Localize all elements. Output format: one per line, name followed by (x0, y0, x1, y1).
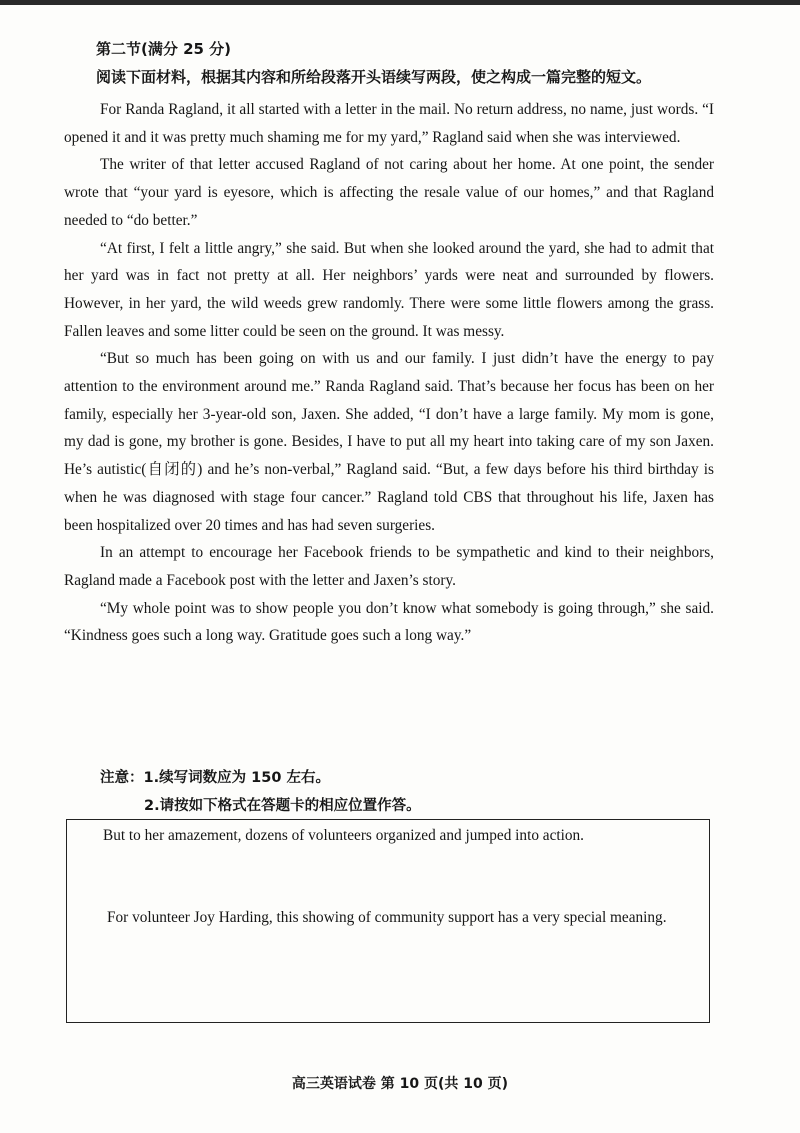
note-word-count: 注意：1.续写词数应为 150 左右。 (100, 770, 330, 786)
top-border-rule (0, 0, 800, 5)
passage-paragraph-3: “At first, I felt a little angry,” she said. But when she looked around the yard, she had to admit that her yard was in fact not pretty at all. Her neighbors’ yards were neat and surrounded by flowers. However, in her yard, the wild weeds grew randomly. There were some little flowers among the grass. Fallen leaves and some litter could be seen on the ground. It was messy. (64, 239, 714, 340)
answer-box (66, 819, 710, 1023)
paragraph-opener-1: But to her amazement, dozens of volunteers organized and jumped into action. (103, 827, 585, 844)
passage-paragraph-5: In an attempt to encourage her Facebook friends to be sympathetic and kind to their neighbors, Ragland made a Facebook post with the letter and Jaxen’s story. (64, 544, 714, 589)
paragraph-opener-2: For volunteer Joy Harding, this showing of community support has a very special meaning. (107, 909, 667, 926)
section-instruction: 阅读下面材料，根据其内容和所给段落开头语续写两段，使之构成一篇完整的短文。 (96, 68, 652, 86)
section-title: 第二节(满分 25 分) (96, 40, 232, 58)
passage-paragraph-6: “My whole point was to show people you don’t know what somebody is going through,” she said. “Kindness goes such a long way. Gratitude goes such a long way.” (64, 599, 714, 645)
passage-paragraph-1: For Randa Ragland, it all started with a letter in the mail. No return address, no name, just words. “I opened it and it was pretty much shaming me for my yard,” Ragland said when she was interviewed. (64, 101, 714, 146)
page-footer: 高三英语试卷 第 10 页(共 10 页) (291, 1076, 509, 1092)
reading-passage (64, 96, 714, 650)
note-answer-format: 2.请按如下格式在答题卡的相应位置作答。 (144, 798, 421, 814)
passage-paragraph-4: “But so much has been going on with us and our family. I just didn’t have the energy to pay attention to the environment around me.” Randa Ragland said. That’s because her focus has been on her family, especially her 3-year-old son, Jaxen. She added, “I don’t have a large family. My mom is gone, my dad is gone, my brother is gone. Besides, I have to put all my heart into taking care of my son Jaxen. He’s autistic(自闭的) and he’s non-verbal,” Ragland said. “But, a few days before his third birthday is when he was diagnosed with stage four cancer.” Ragland told CBS that throughout his life, Jaxen has been hospitalized over 20 times and has had seven surgeries. (64, 350, 714, 534)
passage-paragraph-2: The writer of that letter accused Ragland of not caring about her home. At one point, the sender wrote that “your yard is eyesore, which is affecting the resale value of our homes,” and that Ragland needed to “do better.” (64, 156, 714, 229)
